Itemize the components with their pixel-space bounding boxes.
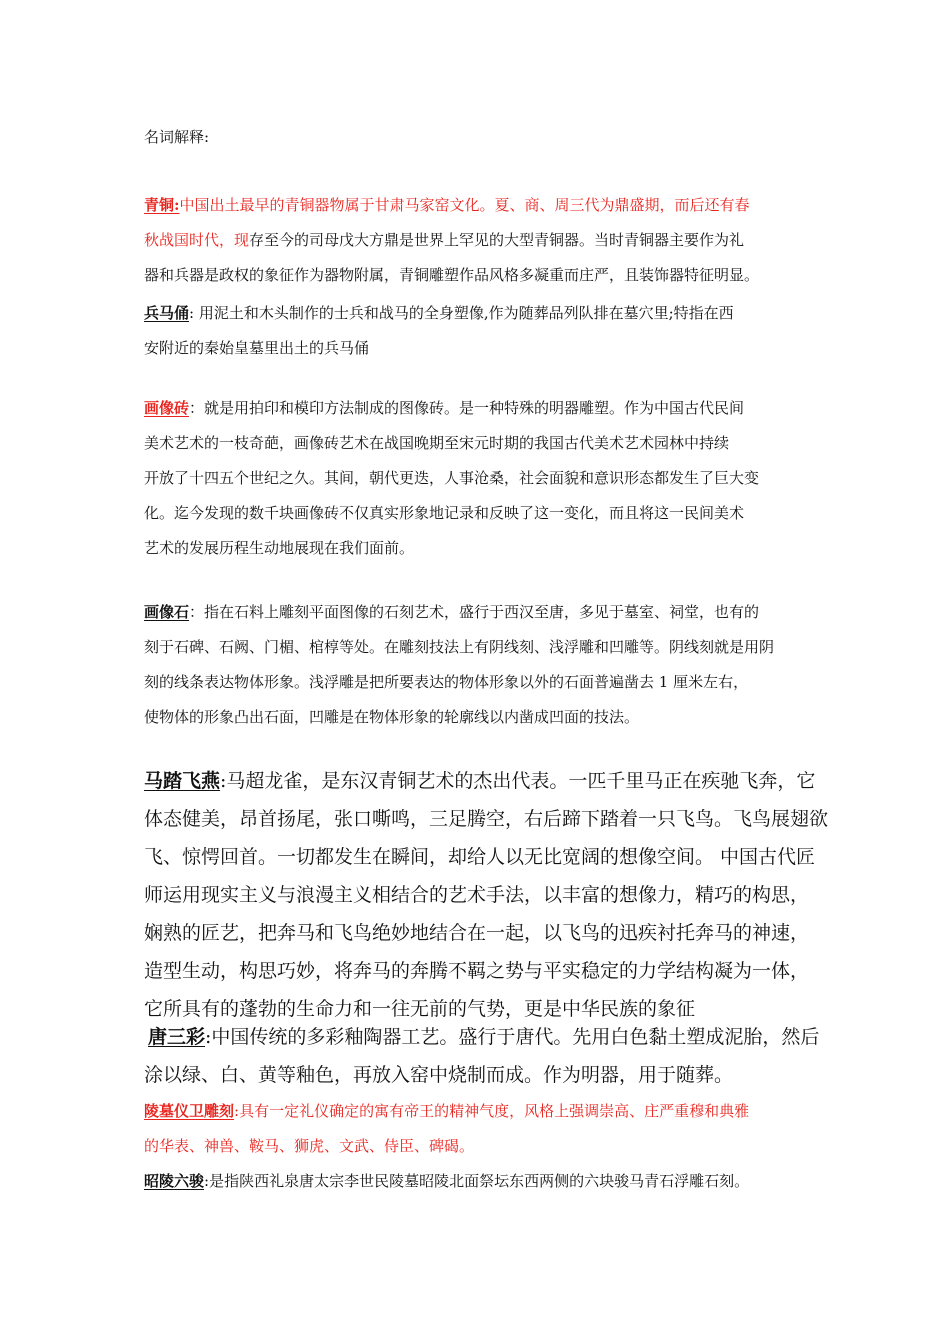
- definition-text: : 用泥土和木头制作的士兵和战马的全身塑像,作为随葬品列队排在墓穴里;特指在西: [189, 304, 734, 322]
- definition-text: :具有一定礼仪确定的寓有帝王的精神气度，风格上强调崇高、庄严重穆和典雅: [234, 1102, 750, 1120]
- entry-line: [144, 1094, 824, 1129]
- term-pictorial-brick: 画像砖: [144, 399, 190, 417]
- definition-text: :中国传统的多彩釉陶器工艺。盛行于唐代。先用白色黏土塑成泥胎，然后: [205, 1026, 820, 1048]
- entry-line: [144, 762, 824, 800]
- section-heading: 名词解释:: [144, 128, 210, 146]
- term-terracotta-warriors: 兵马俑: [144, 304, 190, 322]
- entry-line: [144, 595, 824, 630]
- definition-text: 它所具有的蓬勃的生命力和一往无前的气势，更是中华民族的象征: [144, 998, 696, 1020]
- term-six-steeds: 昭陵六骏: [144, 1172, 205, 1190]
- entry-line: [144, 1018, 824, 1056]
- entry-line: [144, 1164, 824, 1199]
- entry-line: [144, 391, 824, 426]
- definition-text: 的华表、神兽、鞍马、狮虎、文武、侍臣、碑碣。: [144, 1137, 475, 1155]
- definition-text: :是指陕西礼泉唐太宗李世民陵墓昭陵北面祭坛东西两侧的六块骏马青石浮雕石刻。: [204, 1172, 750, 1190]
- entry-flying-horse: [144, 762, 829, 1028]
- definition-text: 师运用现实主义与浪漫主义相结合的艺术手法，以丰富的想像力，精巧的构思，: [144, 884, 810, 906]
- definition-text: 娴熟的匠艺，把奔马和飞鸟绝妙地结合在一起，以飞鸟的迅疾衬托奔马的神速，: [144, 922, 810, 944]
- entry-line: [144, 296, 824, 331]
- definition-text: ：就是用拍印和模印方法制成的图像砖。是一种特殊的明器雕塑。作为中国古代民间: [189, 399, 745, 417]
- entry-line: [144, 223, 824, 258]
- definition-text: 美术艺术的一枝奇葩，画像砖艺术在战国晚期至宋元时期的我国古代美术艺术园林中持续: [144, 434, 730, 452]
- definition-text: 飞、惊愕回首。一切都发生在瞬间，却给人以无比宽阔的想像空间。 中国古代匠: [144, 846, 816, 868]
- definition-text: 刻于石碑、石阙、门楣、棺椁等处。在雕刻技法上有阴线刻、浅浮雕和凹雕等。阴线刻就是用阴: [144, 638, 775, 656]
- definition-text: 艺术的发展历程生动地展现在我们面前。: [144, 539, 415, 557]
- definition-text: 涂以绿、白、黄等釉色，再放入窑中烧制而成。作为明器，用于随葬。: [144, 1064, 734, 1086]
- term-pictorial-stone: 画像石: [144, 603, 190, 621]
- term-bronze: 青铜:: [144, 196, 180, 214]
- definition-text: 造型生动，构思巧妙，将奔马的奔腾不羁之势与平实稳定的力学结构凝为一体，: [144, 960, 810, 982]
- definition-text: 使物体的形象凸出石面，凹雕是在物体形象的轮廓线以内凿成凹面的技法。: [144, 708, 640, 726]
- entry-pictorial-stone: [144, 595, 824, 735]
- entry-bronze: [144, 188, 824, 293]
- definition-text: 存至今的司母戊大方鼎是世界上罕见的大型青铜器。当时青铜器主要作为礼: [249, 231, 745, 249]
- entry-tang-sancai: [144, 1018, 824, 1094]
- entry-terracotta-warriors: [144, 296, 824, 366]
- definition-text: 刻的线条表达物体形象。浅浮雕是把所要表达的物体形象以外的石面普遍凿去 1 厘米左右，: [144, 673, 749, 691]
- definition-text: 开放了十四五个世纪之久。其间，朝代更迭，人事沧桑，社会面貌和意识形态都发生了巨大变: [144, 469, 760, 487]
- term-flying-horse: 马踏飞燕: [144, 770, 221, 792]
- definition-text-red: 秋战国时代，现: [144, 231, 250, 249]
- definition-text: 中国出土最早的青铜器物属于甘肃马家窑文化。夏、商、周三代为鼎盛期，而后还有春: [179, 196, 750, 214]
- entry-line: [144, 188, 824, 223]
- term-tomb-guard-sculpture: 陵墓仪卫雕刻: [144, 1102, 235, 1120]
- term-tang-sancai: 唐三彩: [148, 1026, 206, 1048]
- entry-tomb-guard-sculpture: [144, 1094, 824, 1164]
- definition-text: 器和兵器是政权的象征作为器物附属，青铜雕塑作品风格多凝重而庄严，且装饰器特征明显。: [144, 266, 760, 284]
- definition-text: 体态健美，昂首扬尾，张口嘶鸣，三足腾空，右后蹄下踏着一只飞鸟。飞鸟展翅欲: [144, 808, 829, 830]
- definition-text: :马超龙雀，是东汉青铜艺术的杰出代表。一匹千里马正在疾驰飞奔，它: [220, 770, 816, 792]
- entry-six-steeds: [144, 1164, 824, 1199]
- definition-text: 安附近的秦始皇墓里出土的兵马俑: [144, 339, 370, 357]
- definition-text: ：指在石料上雕刻平面图像的石刻艺术，盛行于西汉至唐，多见于墓室、祠堂，也有的: [189, 603, 760, 621]
- definition-text: 化。迄今发现的数千块画像砖不仅真实形象地记录和反映了这一变化，而且将这一民间美术: [144, 504, 745, 522]
- entry-pictorial-brick: [144, 391, 824, 566]
